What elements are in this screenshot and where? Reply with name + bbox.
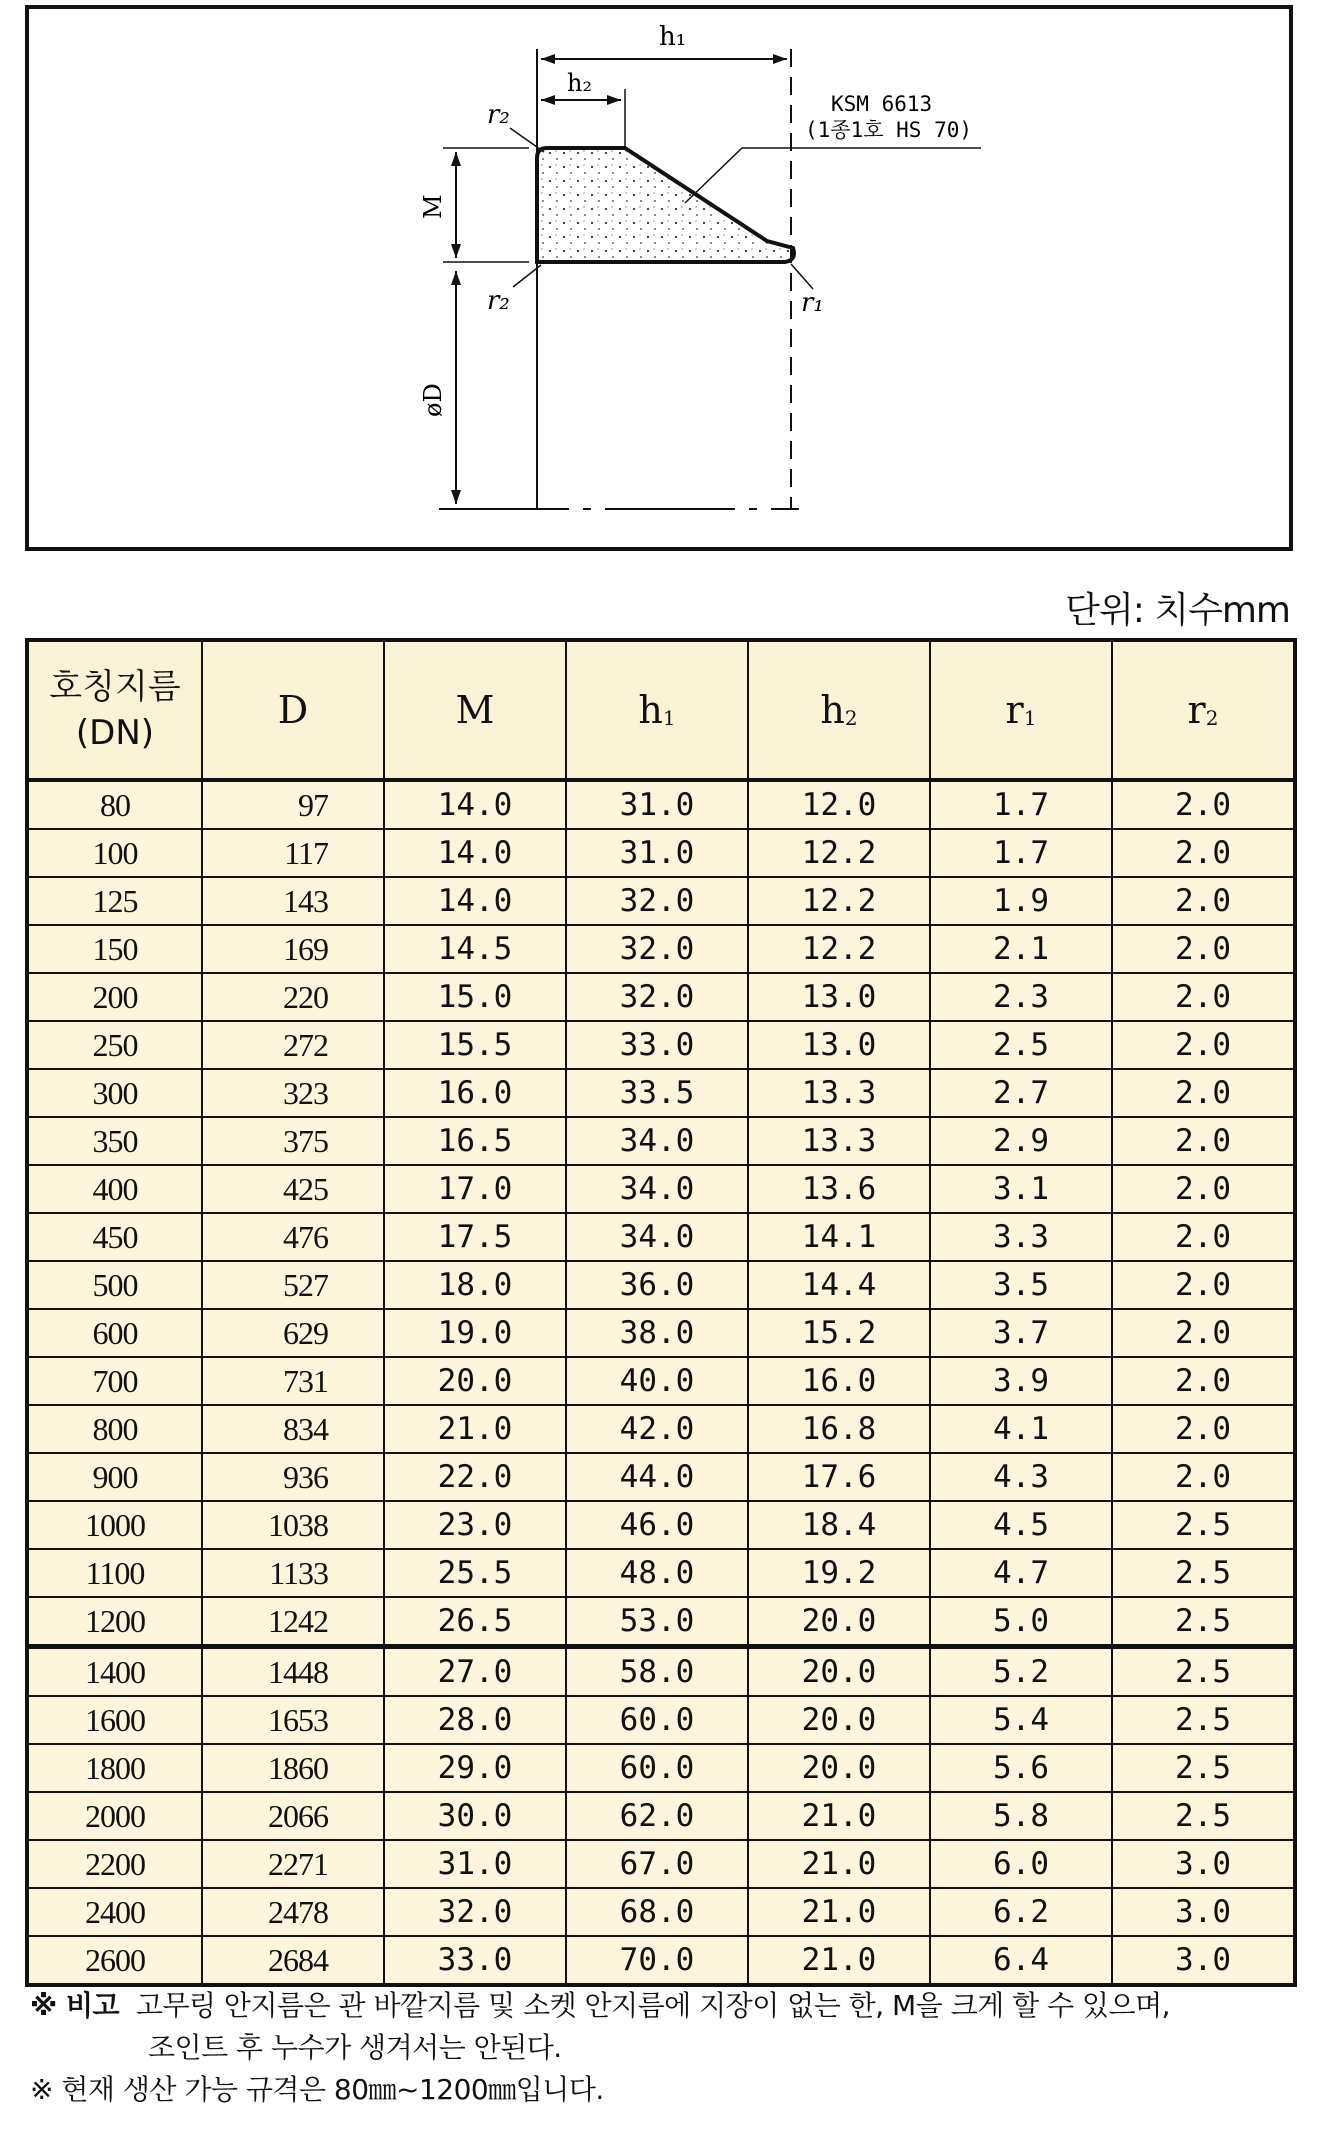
cell-h2: 15.2 [748,1309,930,1357]
table-row [27,973,1295,1021]
cell-h2: 19.2 [748,1549,930,1597]
table-row [27,1936,1295,1985]
header-d: D [202,640,384,780]
cell-h1: 34.0 [566,1117,748,1165]
cell-r1: 3.9 [930,1357,1112,1405]
cell-d: 936 [202,1453,384,1501]
cell-r2: 2.0 [1112,1117,1295,1165]
cell-dn: 800 [27,1405,202,1453]
cell-r2: 2.0 [1112,925,1295,973]
cell-r2: 2.5 [1112,1597,1295,1647]
cell-m: 29.0 [384,1744,566,1792]
cell-d: 629 [202,1309,384,1357]
cell-h2: 12.2 [748,829,930,877]
cell-d: 425 [202,1165,384,1213]
cell-r1: 6.4 [930,1936,1112,1985]
cross-section-figure [25,5,1293,551]
cell-r2: 2.5 [1112,1696,1295,1744]
cell-r1: 2.3 [930,973,1112,1021]
cell-r1: 5.6 [930,1744,1112,1792]
table-row [27,877,1295,925]
cell-r1: 3.7 [930,1309,1112,1357]
cell-d: 2684 [202,1936,384,1985]
table-row [27,1744,1295,1792]
cell-h2: 16.0 [748,1357,930,1405]
cell-h2: 18.4 [748,1501,930,1549]
cell-dn: 350 [27,1117,202,1165]
label-material-line1: KSM 6613 [831,92,933,116]
cell-h2: 12.2 [748,877,930,925]
cell-dn: 400 [27,1165,202,1213]
cell-d: 1242 [202,1597,384,1647]
cell-r2: 2.0 [1112,1021,1295,1069]
label-r2-bottom: r₂ [487,286,510,316]
cell-r1: 1.9 [930,877,1112,925]
header-m: M [384,640,566,780]
cell-h1: 53.0 [566,1597,748,1647]
cell-h1: 68.0 [566,1888,748,1936]
cell-h2: 17.6 [748,1453,930,1501]
cell-m: 28.0 [384,1696,566,1744]
cell-m: 14.0 [384,877,566,925]
table-row [27,1021,1295,1069]
cell-m: 22.0 [384,1453,566,1501]
cell-h1: 60.0 [566,1744,748,1792]
cell-m: 15.0 [384,973,566,1021]
cell-dn: 1100 [27,1549,202,1597]
cell-r2: 2.5 [1112,1549,1295,1597]
table-row [27,1597,1295,1647]
cell-d: 2271 [202,1840,384,1888]
leader-r1 [791,264,813,289]
table-row [27,1647,1295,1697]
table-row [27,1840,1295,1888]
header-h2-sub: 2 [844,706,858,730]
cell-m: 21.0 [384,1405,566,1453]
cell-m: 16.5 [384,1117,566,1165]
cell-r1: 4.5 [930,1501,1112,1549]
cell-m: 20.0 [384,1357,566,1405]
cell-r1: 6.0 [930,1840,1112,1888]
header-nominal-diameter [27,640,202,780]
table-row [27,1888,1295,1936]
label-m: M [419,194,447,219]
cell-h2: 13.0 [748,1021,930,1069]
cell-h2: 20.0 [748,1597,930,1647]
cell-m: 14.0 [384,829,566,877]
table-row [27,1549,1295,1597]
cell-d: 220 [202,973,384,1021]
cell-r1: 2.1 [930,925,1112,973]
table-row [27,780,1295,829]
cell-d: 476 [202,1213,384,1261]
cell-r2: 3.0 [1112,1936,1295,1985]
table-row [27,1453,1295,1501]
cell-r2: 2.0 [1112,1357,1295,1405]
ring-profile-shape [537,148,794,262]
header-h2-base: h [820,688,845,732]
cell-d: 2066 [202,1792,384,1840]
table-header-row [27,640,1295,780]
cell-r1: 4.3 [930,1453,1112,1501]
cell-r1: 4.7 [930,1549,1112,1597]
cell-h2: 14.4 [748,1261,930,1309]
header-r2-base: r [1187,688,1206,732]
label-material-line2: (1종1호 HS 70) [805,118,973,142]
cell-r2: 2.0 [1112,780,1295,829]
cell-r2: 2.5 [1112,1501,1295,1549]
cell-d: 97 [202,780,384,829]
cell-r1: 1.7 [930,780,1112,829]
cell-h1: 31.0 [566,829,748,877]
cell-h1: 44.0 [566,1453,748,1501]
cell-h2: 20.0 [748,1647,930,1697]
cell-dn: 125 [27,877,202,925]
cell-h1: 62.0 [566,1792,748,1840]
table-row [27,925,1295,973]
cell-r1: 2.5 [930,1021,1112,1069]
cell-h1: 67.0 [566,1840,748,1888]
cell-r2: 2.0 [1112,1405,1295,1453]
cell-h1: 32.0 [566,925,748,973]
remark-1-text-line2: 조인트 후 누수가 생겨서는 안된다. [148,2031,562,2064]
header-h1 [566,640,748,780]
cell-d: 2478 [202,1888,384,1936]
label-phi-d: øD [419,383,447,417]
cell-r1: 3.3 [930,1213,1112,1261]
cell-h2: 21.0 [748,1792,930,1840]
header-r1 [930,640,1112,780]
label-h1: h₁ [659,22,687,52]
cell-dn: 2000 [27,1792,202,1840]
cell-h1: 60.0 [566,1696,748,1744]
cell-h1: 48.0 [566,1549,748,1597]
cell-r1: 2.9 [930,1117,1112,1165]
remark-1-text-line1: 고무링 안지름은 관 바깥지름 및 소켓 안지름에 지장이 없는 한, M을 크게 할 수 있으며, [135,1989,1171,2022]
cell-h2: 13.3 [748,1117,930,1165]
header-r2 [1112,640,1295,780]
cell-dn: 1400 [27,1647,202,1697]
cell-h1: 42.0 [566,1405,748,1453]
cell-m: 14.0 [384,780,566,829]
header-h2 [748,640,930,780]
cell-h2: 21.0 [748,1840,930,1888]
table-body [27,780,1295,1985]
cell-h2: 12.2 [748,925,930,973]
cell-h1: 46.0 [566,1501,748,1549]
table-row [27,1213,1295,1261]
cell-m: 15.5 [384,1021,566,1069]
cell-dn: 900 [27,1453,202,1501]
cell-h1: 33.5 [566,1069,748,1117]
table-row [27,1357,1295,1405]
cell-h1: 31.0 [566,780,748,829]
cell-m: 30.0 [384,1792,566,1840]
cell-dn: 1200 [27,1597,202,1647]
table-row [27,1165,1295,1213]
cell-dn: 200 [27,973,202,1021]
remarks-section [30,1985,1300,2111]
cell-r1: 4.1 [930,1405,1112,1453]
cell-r2: 2.0 [1112,829,1295,877]
table-row [27,1309,1295,1357]
cell-d: 527 [202,1261,384,1309]
cell-d: 323 [202,1069,384,1117]
cell-h2: 21.0 [748,1936,930,1985]
cell-r2: 2.5 [1112,1792,1295,1840]
cell-m: 26.5 [384,1597,566,1647]
cell-d: 731 [202,1357,384,1405]
rubber-ring-cross-section-diagram [29,9,1289,547]
cell-h1: 34.0 [566,1213,748,1261]
cell-h1: 38.0 [566,1309,748,1357]
cell-dn: 80 [27,780,202,829]
cell-m: 18.0 [384,1261,566,1309]
cell-dn: 2400 [27,1888,202,1936]
header-dn-line1: 호칭지름 [49,667,181,707]
cell-r1: 6.2 [930,1888,1112,1936]
cell-h1: 33.0 [566,1021,748,1069]
cell-h1: 36.0 [566,1261,748,1309]
cell-d: 117 [202,829,384,877]
cell-m: 16.0 [384,1069,566,1117]
table-row [27,1501,1295,1549]
cell-dn: 500 [27,1261,202,1309]
cell-d: 1038 [202,1501,384,1549]
leader-material [685,148,981,203]
cell-dn: 1800 [27,1744,202,1792]
cell-r1: 3.5 [930,1261,1112,1309]
table-row [27,1405,1295,1453]
cell-m: 23.0 [384,1501,566,1549]
cell-h2: 12.0 [748,780,930,829]
cell-h2: 16.8 [748,1405,930,1453]
cell-r2: 2.0 [1112,1261,1295,1309]
cell-d: 143 [202,877,384,925]
cell-dn: 100 [27,829,202,877]
cell-m: 17.0 [384,1165,566,1213]
cell-h1: 32.0 [566,877,748,925]
cell-dn: 2200 [27,1840,202,1888]
header-r1-base: r [1005,688,1024,732]
cell-r1: 5.0 [930,1597,1112,1647]
cell-h2: 20.0 [748,1744,930,1792]
remark-1 [30,1985,1300,2027]
cell-h2: 13.6 [748,1165,930,1213]
cell-r1: 5.2 [930,1647,1112,1697]
remark-2: ※ 현재 생산 가능 규격은 80㎜~1200㎜입니다. [30,2073,604,2106]
cell-r2: 3.0 [1112,1888,1295,1936]
cell-h2: 14.1 [748,1213,930,1261]
cell-m: 31.0 [384,1840,566,1888]
cell-dn: 150 [27,925,202,973]
header-r1-sub: 1 [1023,706,1037,730]
cell-r1: 3.1 [930,1165,1112,1213]
cell-d: 272 [202,1021,384,1069]
cell-m: 27.0 [384,1647,566,1697]
cell-dn: 1000 [27,1501,202,1549]
label-h2: h₂ [567,69,593,97]
cell-r2: 2.5 [1112,1744,1295,1792]
cell-dn: 700 [27,1357,202,1405]
cell-d: 1860 [202,1744,384,1792]
cell-h2: 13.3 [748,1069,930,1117]
cell-m: 17.5 [384,1213,566,1261]
cell-d: 1133 [202,1549,384,1597]
header-h1-base: h [638,688,663,732]
table-row [27,1792,1295,1840]
cell-d: 1448 [202,1647,384,1697]
cell-d: 169 [202,925,384,973]
cell-h1: 34.0 [566,1165,748,1213]
label-r1: r₁ [801,288,824,318]
cell-r2: 2.5 [1112,1647,1295,1697]
cell-m: 19.0 [384,1309,566,1357]
cell-h1: 70.0 [566,1936,748,1985]
cell-dn: 250 [27,1021,202,1069]
cell-m: 25.5 [384,1549,566,1597]
cell-m: 32.0 [384,1888,566,1936]
cell-r2: 3.0 [1112,1840,1295,1888]
cell-r2: 2.0 [1112,973,1295,1021]
cell-dn: 1600 [27,1696,202,1744]
cell-r2: 2.0 [1112,1213,1295,1261]
cell-r2: 2.0 [1112,1453,1295,1501]
unit-note: 단위: 치수mm [1065,590,1290,631]
table-row [27,1117,1295,1165]
header-r2-sub: 2 [1205,706,1219,730]
cell-r2: 2.0 [1112,877,1295,925]
remark-1-mark: ※ 비고 [30,1989,120,2022]
cell-m: 14.5 [384,925,566,973]
cell-h2: 20.0 [748,1696,930,1744]
cell-h1: 40.0 [566,1357,748,1405]
label-r2-top: r₂ [487,100,510,130]
table-row [27,1261,1295,1309]
header-h1-sub: 1 [662,706,676,730]
cell-dn: 2600 [27,1936,202,1985]
cell-d: 834 [202,1405,384,1453]
cell-h2: 21.0 [748,1888,930,1936]
rubber-ring-spec-table [25,638,1297,1987]
cell-r1: 1.7 [930,829,1112,877]
table-row [27,829,1295,877]
header-dn-line2: (DN) [75,713,155,753]
cell-d: 375 [202,1117,384,1165]
cell-m: 33.0 [384,1936,566,1985]
cell-d: 1653 [202,1696,384,1744]
cell-h1: 32.0 [566,973,748,1021]
cell-r1: 5.8 [930,1792,1112,1840]
cell-r2: 2.0 [1112,1309,1295,1357]
cell-dn: 600 [27,1309,202,1357]
cell-r1: 2.7 [930,1069,1112,1117]
cell-h2: 13.0 [748,973,930,1021]
cell-r1: 5.4 [930,1696,1112,1744]
cell-dn: 450 [27,1213,202,1261]
cell-r2: 2.0 [1112,1069,1295,1117]
cell-h1: 58.0 [566,1647,748,1697]
table-row [27,1069,1295,1117]
table-row [27,1696,1295,1744]
cell-r2: 2.0 [1112,1165,1295,1213]
cell-dn: 300 [27,1069,202,1117]
